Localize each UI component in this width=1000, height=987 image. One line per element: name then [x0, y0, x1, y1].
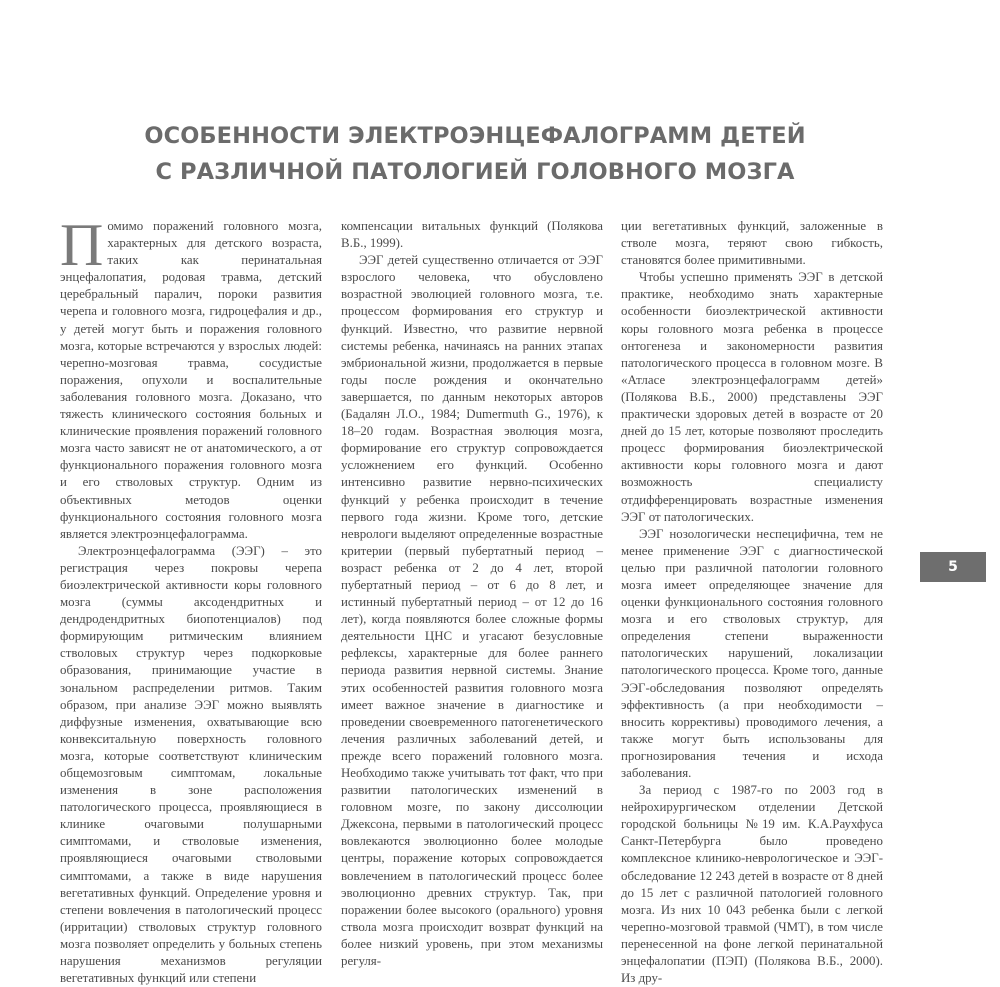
paragraph: За период с 1987-го по 2003 год в нейрохирургическом отделении Детской городской больницы №19 им. К.А.Раухфуса Санкт-Петербурга было проведено комплексное клинико-неврологическое и ЭЭГ-обследование 12 243 детей в возрасте от 8 дней до 15 лет с различной патологией головного мозга. Из них 10 043 ребенка были с легкой черепно-мозговой травмой (ЧМТ), в том числе перенесенной на фоне легкой перинатальной энцефалопатии (ПЭП) (Полякова В.Б., 2000). Из дру- [621, 783, 883, 986]
title-line-1: ОСОБЕННОСТИ ЭЛЕКТРОЭНЦЕФАЛОГРАММ ДЕТЕЙ [144, 123, 806, 149]
page-number-tab: 5 [920, 552, 986, 582]
page-title [0, 118, 950, 190]
drop-cap: П [60, 212, 104, 278]
text-column-2 [341, 218, 603, 970]
text-column-3 [621, 218, 883, 987]
title-line-2: С РАЗЛИЧНОЙ ПАТОЛОГИЕЙ ГОЛОВНОГО МОЗГА [155, 159, 795, 185]
paragraph: ЭЭГ детей существенно отличается от ЭЭГ взрослого человека, что обусловлено возрастной эволюцией головного мозга, т.е. процессом формирования его структур и функций. Известно, что развитие нервной системы ребенка, начинаясь на ранних этапах эмбриональной жизни, продолжается в первые годы после рождения и окончательно завершается, по данным некоторых авторов (Бадалян Л.О., 1984; Dumermuth G., 1976), к 18–20 годам. Возрастная эволюция мозга, формирование его структур сопровождается усложнением его функций. Особенно интенсивно развитие нервно-психических функций у ребенка происходит в течение первого года жизни. Кроме того, детские неврологи выделяют определенные возрастные критерии (первый пубертатный период – возраст ребенка от 2 до 4 лет, второй пубертатный период – от 6 до 8 лет, и истинный пубертатный период – от 12 до 16 лет), когда появляются более сложные формы деятельности ЦНС и угасают безусловные рефлексы, характерные для более раннего периода развития нервной системы. Знание этих особенностей развития головного мозга имеет важное значение в диагностике и проведении своевременного патогенетического лечения различных заболеваний детей, и прежде всего поражений головного мозга. Необходимо также учитывать тот факт, что при развитии патологических изменений в головном мозге, по закону диссолюции Джексона, первыми в патологический процесс вовлекаются эволюционно более молодые центры, поражение которых сопровождается вовлечением в патологический процесс более эволюционно древних структур. Так, при поражении более высокого (орального) уровня ствола мозга происходит возврат функций на более низкий уровень, при этом механизмы регуля- [341, 253, 603, 969]
paragraph-text: омимо поражений головного мозга, характерных для детского возраста, таких как перинатальная энцефалопатия, родовая травма, детский церебральный паралич, пороки развития черепа и головного мозга, гидроцефалия и др., у детей могут быть и поражения головного мозга, которые встречаются у взрослых людей: черепно-мозговая травма, сосудистые поражения, опухоли и воспалительные заболевания головного мозга. Доказано, что тяжесть клинического состояния больных и клинические проявления поражений головного мозга часто зависят не от анатомического, а от функционального поражения головного мозга и его стволовых структур. Одним из объективных методов оценки функционального состояния головного мозга является электроэнцефалограмма. [60, 219, 322, 541]
paragraph: Электроэнцефалограмма (ЭЭГ) – это регистрация через покровы черепа биоэлектрической активности коры головного мозга (суммы аксодендритных и дендродендритных биопотенциалов) под формирующим ритмическим влиянием стволовых структур через подкорковые образования, принимающие участие в зональном распределении ритмов. Таким образом, при анализе ЭЭГ можно выявлять диффузные изменения, охватывающие всю конвекситальную поверхность головного мозга, которые соответствуют клиническим общемозговым симптомам, локальные изменения в зоне расположения патологического процесса, проявляющиеся в клинике очаговыми полушарными симптомами, и стволовые изменения, проявляющиеся очаговыми стволовыми симптомами, а также в виде нарушения вегетативных функций. Определение уровня и степени вовлечения в патологический процесс (ирритации) стволовых структур головного мозга позволяет определить у больных степень нарушения механизмов регуляции вегетативных функций или степени [60, 543, 322, 986]
paragraph: Чтобы успешно применять ЭЭГ в детской практике, необходимо знать характерные особенности биоэлектрической активности коры головного мозга ребенка в процессе онтогенеза и закономерности развития патологического процесса в головном мозге. В «Атласе электроэнцефалограмм детей» (Полякова В.Б., 2000) представлены ЭЭГ практически здоровых детей в возрасте от 20 дней до 15 лет, которые позволяют проследить процесс формирования биоэлектрической активности коры головного мозга и дают возможность специалисту отдифференцировать возрастные изменения ЭЭГ от патологических. [621, 270, 883, 524]
text-column-1 [60, 212, 322, 987]
paragraph: ции вегетативных функций, заложенные в стволе мозга, теряют свою гибкость, становятся более примитивными. [621, 219, 883, 268]
paragraph: ЭЭГ нозологически неспецифична, тем не менее применение ЭЭГ с диагностической целью при различной патологии головного мозга имеет определяющее значение для оценки функционального состояния головного мозга и его стволовых структур, для определения степени выраженности патологических нарушений, локализации патологического процесса. Кроме того, данные ЭЭГ-обследования позволяют определять эффективность (а при необходимости – вносить коррективы) проводимого лечения, а также могут быть использованы для прогнозирования течения и исхода заболевания. [621, 526, 883, 780]
paragraph [60, 212, 322, 543]
paragraph: компенсации витальных функций (Полякова В.Б., 1999). [341, 219, 603, 251]
